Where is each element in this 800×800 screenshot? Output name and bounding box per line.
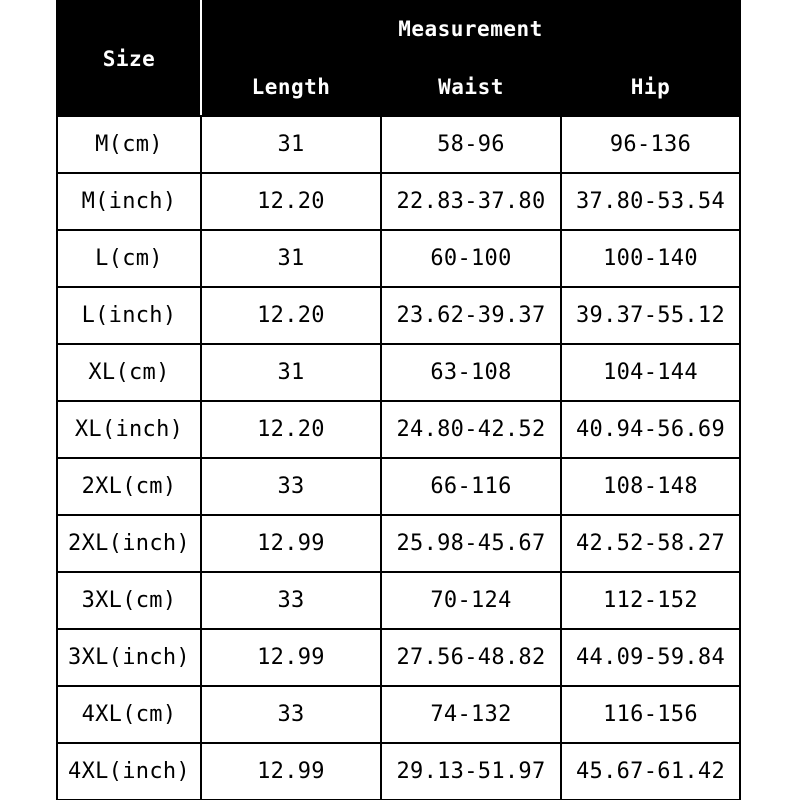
length-cell: 12.99 xyxy=(201,743,381,800)
table-body xyxy=(57,116,740,800)
table-row xyxy=(57,173,740,230)
length-cell: 12.20 xyxy=(201,287,381,344)
length-cell: 12.20 xyxy=(201,401,381,458)
waist-cell: 23.62-39.37 xyxy=(381,287,561,344)
table-row xyxy=(57,401,740,458)
size-cell: XL(cm) xyxy=(57,344,201,401)
table-row xyxy=(57,458,740,515)
table-row xyxy=(57,116,740,173)
waist-cell: 58-96 xyxy=(381,116,561,173)
size-cell: L(cm) xyxy=(57,230,201,287)
waist-cell: 70-124 xyxy=(381,572,561,629)
size-cell: 2XL(inch) xyxy=(57,515,201,572)
hip-cell: 116-156 xyxy=(561,686,740,743)
length-cell: 12.20 xyxy=(201,173,381,230)
waist-cell: 60-100 xyxy=(381,230,561,287)
hip-cell: 45.67-61.42 xyxy=(561,743,740,800)
length-cell: 33 xyxy=(201,572,381,629)
waist-cell: 27.56-48.82 xyxy=(381,629,561,686)
waist-cell: 24.80-42.52 xyxy=(381,401,561,458)
size-cell: 4XL(inch) xyxy=(57,743,201,800)
table-row xyxy=(57,686,740,743)
size-cell: 3XL(inch) xyxy=(57,629,201,686)
waist-cell: 66-116 xyxy=(381,458,561,515)
length-cell: 31 xyxy=(201,116,381,173)
table-row xyxy=(57,230,740,287)
waist-cell: 25.98-45.67 xyxy=(381,515,561,572)
table-row xyxy=(57,572,740,629)
hip-cell: 108-148 xyxy=(561,458,740,515)
hip-cell: 37.80-53.54 xyxy=(561,173,740,230)
size-column-header: Size xyxy=(57,1,201,116)
size-cell: M(cm) xyxy=(57,116,201,173)
hip-cell: 96-136 xyxy=(561,116,740,173)
table-header-row xyxy=(57,1,740,57)
hip-cell: 44.09-59.84 xyxy=(561,629,740,686)
table-row xyxy=(57,287,740,344)
hip-cell: 40.94-56.69 xyxy=(561,401,740,458)
length-cell: 12.99 xyxy=(201,629,381,686)
size-cell: L(inch) xyxy=(57,287,201,344)
table-row xyxy=(57,515,740,572)
hip-column-header: Hip xyxy=(561,57,740,116)
length-cell: 31 xyxy=(201,344,381,401)
table-row xyxy=(57,344,740,401)
waist-cell: 22.83-37.80 xyxy=(381,173,561,230)
table-row xyxy=(57,743,740,800)
hip-cell: 42.52-58.27 xyxy=(561,515,740,572)
size-cell: 3XL(cm) xyxy=(57,572,201,629)
hip-cell: 104-144 xyxy=(561,344,740,401)
hip-cell: 39.37-55.12 xyxy=(561,287,740,344)
size-table xyxy=(56,0,741,800)
waist-cell: 63-108 xyxy=(381,344,561,401)
table-row xyxy=(57,629,740,686)
length-cell: 12.99 xyxy=(201,515,381,572)
waist-cell: 74-132 xyxy=(381,686,561,743)
waist-cell: 29.13-51.97 xyxy=(381,743,561,800)
hip-cell: 112-152 xyxy=(561,572,740,629)
size-cell: M(inch) xyxy=(57,173,201,230)
size-cell: XL(inch) xyxy=(57,401,201,458)
waist-column-header: Waist xyxy=(381,57,561,116)
length-cell: 31 xyxy=(201,230,381,287)
length-cell: 33 xyxy=(201,458,381,515)
measurement-header: Measurement xyxy=(201,1,740,57)
size-cell: 4XL(cm) xyxy=(57,686,201,743)
hip-cell: 100-140 xyxy=(561,230,740,287)
length-cell: 33 xyxy=(201,686,381,743)
size-cell: 2XL(cm) xyxy=(57,458,201,515)
length-column-header: Length xyxy=(201,57,381,116)
